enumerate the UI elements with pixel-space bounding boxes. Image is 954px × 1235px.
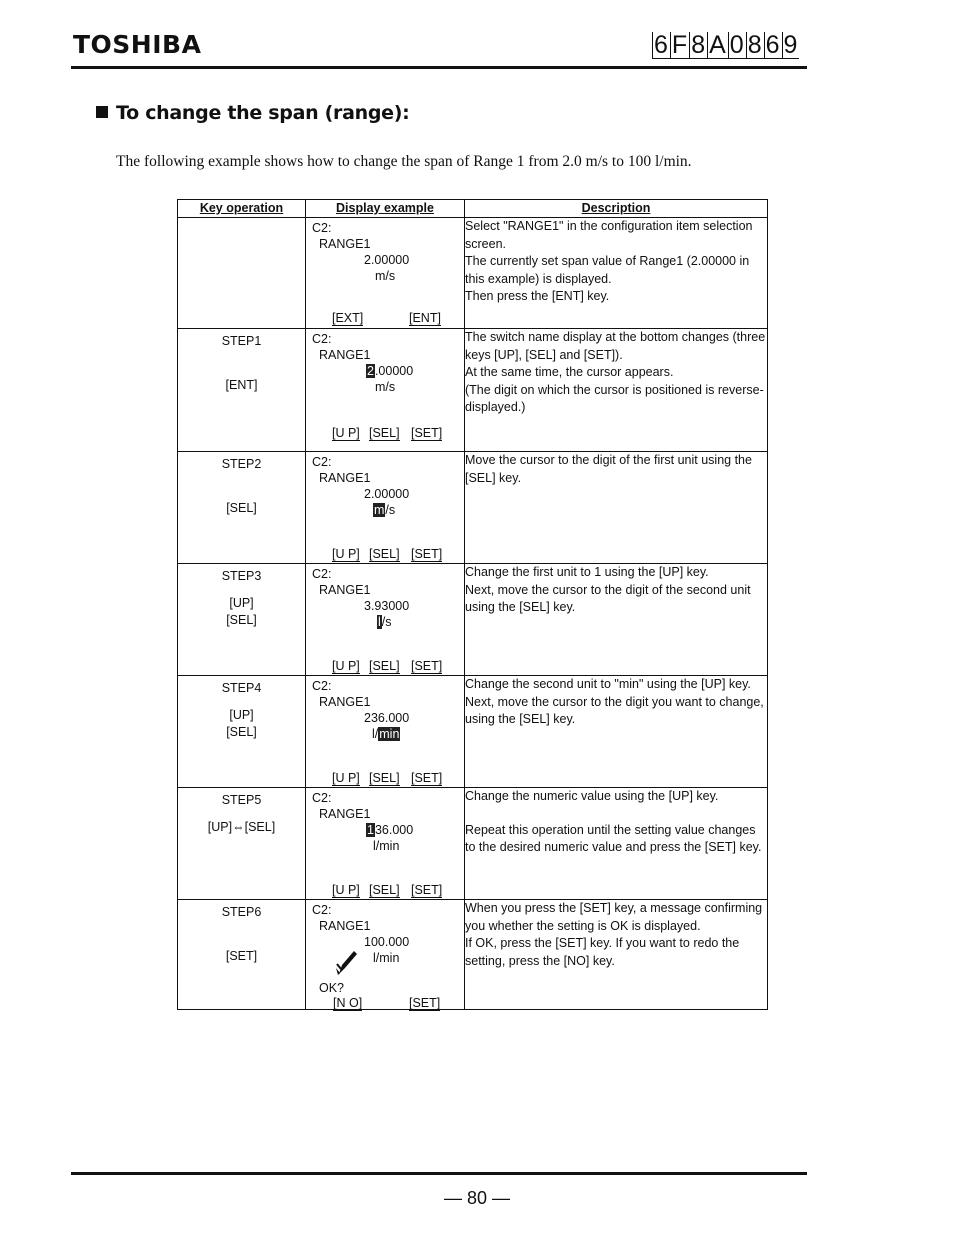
description-cell: When you press the [SET] key, a message confirming you whether the setting is OK is displayed. If OK, press the [SET] key. If you want to redo the setting, press the [NO] key. xyxy=(465,900,768,1010)
key-cell: STEP6 [SET] xyxy=(178,900,306,1010)
key-cell: STEP3 [UP] [SEL] xyxy=(178,564,306,676)
key-cell: STEP1 [ENT] xyxy=(178,329,306,452)
display-cursor: m xyxy=(374,503,385,517)
display-cell: C2: RANGE1 2.00000 m/s [EXT] [ENT] xyxy=(306,218,465,329)
header-rule xyxy=(71,66,807,69)
table-row xyxy=(178,452,768,564)
header-description: Description xyxy=(465,200,768,218)
description-cell: The switch name display at the bottom changes (three keys [UP], [SEL] and [SET]). At the same time, the cursor appears. (The digit on which the cursor is positioned is reverse-displayed.) xyxy=(465,329,768,452)
square-bullet-icon xyxy=(96,106,108,118)
display-cell: C2: RANGE1 2.00000 m/s [U P] [SEL] [SET] xyxy=(306,329,465,452)
display-cell: C2: RANGE1 136.000 l/min [U P] [SEL] [SET] xyxy=(306,788,465,900)
key-operation-table xyxy=(177,199,768,1010)
table-row xyxy=(178,218,768,329)
header-key-operation: Key operation xyxy=(178,200,306,218)
page-number: — 80 — xyxy=(443,1188,511,1208)
key-cell xyxy=(178,218,306,329)
table-row xyxy=(178,788,768,900)
table-row xyxy=(178,676,768,788)
table-row xyxy=(178,900,768,1010)
intro-paragraph: The following example shows how to change the span of Range 1 from 2.0 m/s to 100 l/min. xyxy=(116,153,692,170)
description-cell: Move the cursor to the digit of the first unit using the [SEL] key. xyxy=(465,452,768,564)
display-cursor: min xyxy=(379,727,400,741)
display-cursor: l xyxy=(378,615,381,629)
display-cell: C2: RANGE1 2.00000 m/s [U P] [SEL] [SET] xyxy=(306,452,465,564)
description-cell: Change the second unit to "min" using the [UP] key. Next, move the cursor to the digit you want to change, using the [SEL] key. xyxy=(465,676,768,788)
key-cell: STEP2 [SEL] xyxy=(178,452,306,564)
description-cell: Change the numeric value using the [UP] key. Repeat this operation until the setting value changes to the desired numeric value and press the [SET] key. xyxy=(465,788,768,900)
description-cell: Select "RANGE1" in the configuration item selection screen. The currently set span value of Range1 (2.00000 in this example) is displayed. Then press the [ENT] key. xyxy=(465,218,768,329)
display-cell: C2: RANGE1 236.000 l/min [U P] [SEL] [SET] xyxy=(306,676,465,788)
display-cell: C2: RANGE1 100.000 l/min OK? [N O] [SET] xyxy=(306,900,465,1010)
section-title: To change the span (range): xyxy=(96,102,409,124)
document-number: 6 F 8 A 0 8 6 9 xyxy=(654,31,799,59)
table-row xyxy=(178,564,768,676)
key-cell: STEP4 [UP] [SEL] xyxy=(178,676,306,788)
pen-check-icon xyxy=(335,948,359,976)
footer-rule xyxy=(71,1172,807,1175)
display-cursor: 2 xyxy=(367,364,374,378)
table-header-row xyxy=(178,200,768,218)
brand-logo: TOSHIBA xyxy=(73,30,202,59)
display-cell: C2: RANGE1 3.93000 l/s [U P] [SEL] [SET] xyxy=(306,564,465,676)
header-display-example: Display example xyxy=(306,200,465,218)
display-cursor: 1 xyxy=(367,823,374,837)
table-row xyxy=(178,329,768,452)
description-cell: Change the first unit to 1 using the [UP] key. Next, move the cursor to the digit of the second unit using the [SEL] key. xyxy=(465,564,768,676)
key-cell: STEP5 [UP]⇔[SEL] xyxy=(178,788,306,900)
